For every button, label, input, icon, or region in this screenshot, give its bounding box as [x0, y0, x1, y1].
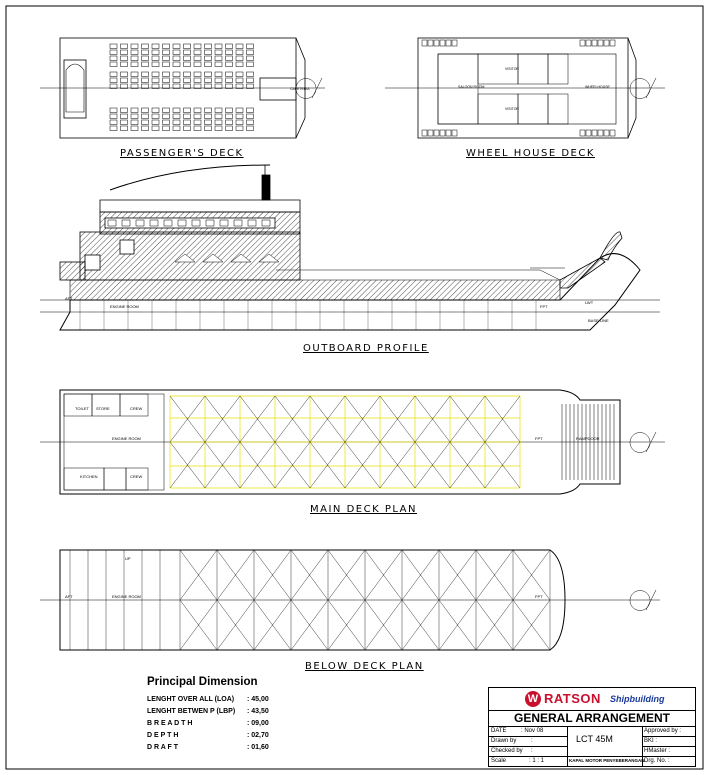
seat: [152, 50, 159, 55]
store-label: STORE: [96, 406, 110, 411]
dimension-label: D R A F T: [147, 744, 178, 751]
seat: [226, 126, 233, 131]
principal-dimension-title: Principal Dimension: [147, 676, 258, 688]
seat: [163, 114, 170, 119]
seat: [121, 120, 128, 125]
seat: [142, 62, 149, 67]
seat: [194, 114, 201, 119]
brand-subtitle: Shipbuilding: [610, 694, 665, 704]
seat: [194, 72, 201, 77]
bki-label: BKI :: [644, 738, 658, 744]
seat: [215, 108, 222, 113]
seat: [586, 40, 591, 46]
cafeteria-label: CAFETERIA: [290, 87, 310, 91]
seat: [236, 72, 243, 77]
seat: [247, 72, 254, 77]
seat: [163, 72, 170, 77]
seat: [152, 56, 159, 61]
seat: [440, 40, 445, 46]
seat: [152, 126, 159, 131]
profile-aft-label: AFT: [65, 296, 73, 301]
checked-by-value: :: [531, 748, 533, 754]
below-deck-plan-title: BELOW DECK PLAN: [305, 661, 424, 672]
seat: [580, 130, 585, 136]
dimension-label: B R E A D T H: [147, 720, 193, 727]
seat: [121, 114, 128, 119]
seat: [205, 114, 212, 119]
seat: [152, 78, 159, 83]
seat: [434, 130, 439, 136]
seat: [452, 130, 457, 136]
seat: [446, 40, 451, 46]
seat: [152, 108, 159, 113]
seat: [131, 126, 138, 131]
seat: [194, 120, 201, 125]
seat: [131, 78, 138, 83]
seat: [592, 130, 597, 136]
seat: [428, 40, 433, 46]
seat: [215, 120, 222, 125]
dimension-label: LENGHT OVER ALL (LOA): [147, 696, 235, 703]
dimension-row: [147, 720, 269, 727]
seat: [422, 40, 427, 46]
seat: [110, 126, 117, 131]
seat: [173, 120, 180, 125]
hmaster-label: HMaster :: [644, 748, 671, 754]
room: [64, 468, 104, 490]
seat: [194, 62, 201, 67]
seat: [247, 120, 254, 125]
seat: [604, 40, 609, 46]
window: [150, 220, 158, 226]
seat: [173, 44, 180, 49]
divider: [567, 726, 568, 766]
seat: [215, 50, 222, 55]
window: [192, 220, 200, 226]
seat: [142, 78, 149, 83]
drg-no-label: Drg. No. :: [644, 758, 670, 764]
window: [164, 220, 172, 226]
seat: [194, 56, 201, 61]
seat: [194, 50, 201, 55]
dimension-row: [147, 732, 269, 739]
room: [120, 394, 148, 416]
visitor-bottom-label: VISITOR: [505, 107, 519, 111]
seat: [121, 50, 128, 55]
main-fpt-label: FPT: [535, 436, 543, 441]
crew-bottom-label: CREW: [130, 474, 143, 479]
seat: [452, 40, 457, 46]
seat: [173, 126, 180, 131]
seat: [236, 56, 243, 61]
seat: [142, 50, 149, 55]
seat: [110, 50, 117, 55]
drawing-title: GENERAL ARRANGEMENT: [489, 710, 695, 727]
seat: [142, 56, 149, 61]
divider: [489, 736, 567, 737]
room: [548, 54, 568, 84]
seat: [173, 62, 180, 67]
seat: [142, 44, 149, 49]
seat: [422, 130, 427, 136]
seat: [194, 44, 201, 49]
seat: [236, 126, 243, 131]
seat: [173, 56, 180, 61]
seat: [131, 108, 138, 113]
divider: [489, 746, 567, 747]
seat: [592, 40, 597, 46]
seat: [226, 44, 233, 49]
seat: [110, 62, 117, 67]
seat: [184, 126, 191, 131]
date-value: : Nov 08: [521, 728, 544, 734]
window: [234, 220, 242, 226]
seat: [226, 114, 233, 119]
seat: [226, 108, 233, 113]
seat: [215, 114, 222, 119]
seat: [598, 130, 603, 136]
seat: [215, 62, 222, 67]
seat: [184, 78, 191, 83]
seat: [163, 120, 170, 125]
visitor-top-label: VISITOR: [505, 67, 519, 71]
seat: [247, 50, 254, 55]
passengers-deck-plan: [40, 38, 325, 138]
approved-by-label: Approved by :: [644, 728, 682, 734]
seat: [236, 44, 243, 49]
seat: [184, 72, 191, 77]
window: [220, 220, 228, 226]
seat: [184, 108, 191, 113]
seat: [205, 62, 212, 67]
passengers-deck-title: PASSENGER'S DECK: [120, 148, 244, 159]
seat: [247, 114, 254, 119]
dimension-row: [147, 708, 269, 715]
seat: [215, 78, 222, 83]
seat: [184, 120, 191, 125]
seat: [236, 62, 243, 67]
below-up-label: UP: [125, 556, 131, 561]
seat: [110, 44, 117, 49]
window: [248, 220, 256, 226]
seat: [194, 108, 201, 113]
seat: [121, 56, 128, 61]
seat: [131, 44, 138, 49]
seat: [184, 62, 191, 67]
seat: [428, 130, 433, 136]
dimension-value: : 01,60: [247, 744, 269, 751]
drawn-by-value: :: [531, 738, 533, 744]
seat: [110, 72, 117, 77]
seat: [205, 44, 212, 49]
seat: [446, 130, 451, 136]
seat: [121, 78, 128, 83]
seat: [226, 78, 233, 83]
title-block: [488, 687, 696, 767]
seat: [205, 56, 212, 61]
seat: [215, 72, 222, 77]
seat: [173, 72, 180, 77]
seat: [215, 44, 222, 49]
seat: [152, 72, 159, 77]
wheel-house-deck-title: WHEEL HOUSE DECK: [466, 148, 595, 159]
project-name: LCT 45M: [576, 734, 613, 744]
seat: [580, 40, 585, 46]
seat: [205, 126, 212, 131]
seat: [184, 56, 191, 61]
seat: [184, 44, 191, 49]
scale-label: Scale: [491, 758, 507, 764]
seat: [142, 108, 149, 113]
seat: [205, 50, 212, 55]
seat: [205, 72, 212, 77]
toilet-label: TOILET: [75, 406, 89, 411]
window: [178, 220, 186, 226]
seat: [586, 130, 591, 136]
seat: [131, 72, 138, 77]
seat: [194, 126, 201, 131]
room: [92, 394, 120, 416]
seat: [440, 130, 445, 136]
seat: [247, 44, 254, 49]
seat: [163, 126, 170, 131]
seat: [163, 56, 170, 61]
rampdoor-label: RAMPDOOR: [576, 436, 600, 441]
room: [518, 54, 548, 84]
seat: [173, 50, 180, 55]
seat: [110, 114, 117, 119]
dimension-row: [147, 744, 269, 751]
below-fpt-label: FPT: [535, 594, 543, 599]
below-aft-label: AFT: [65, 594, 73, 599]
seat: [163, 78, 170, 83]
window: [206, 220, 214, 226]
seat: [226, 72, 233, 77]
ratson-logo: W: [525, 691, 541, 707]
room: [548, 94, 568, 124]
seat: [163, 62, 170, 67]
seat: [131, 62, 138, 67]
seat: [131, 56, 138, 61]
seat: [142, 120, 149, 125]
seat: [236, 120, 243, 125]
seat: [131, 50, 138, 55]
seat: [226, 50, 233, 55]
seat: [236, 108, 243, 113]
seat: [110, 56, 117, 61]
seat: [163, 44, 170, 49]
seat: [247, 56, 254, 61]
seat: [247, 108, 254, 113]
seat: [121, 44, 128, 49]
seat: [215, 126, 222, 131]
crew-top-label: CREW: [130, 406, 143, 411]
kitchen-label: KITCHEN: [80, 474, 98, 479]
divider: [642, 746, 695, 747]
scale-value: : 1 : 1: [529, 758, 545, 764]
divider: [642, 736, 695, 737]
wheel-house-deck-plan: [385, 38, 665, 138]
seat: [121, 62, 128, 67]
brand-name: RATSON: [544, 691, 601, 706]
seat: [131, 114, 138, 119]
room: [518, 94, 548, 124]
seat: [163, 108, 170, 113]
room: [126, 468, 148, 490]
seat: [205, 78, 212, 83]
window: [262, 220, 270, 226]
below-engine-room-label: ENGINE ROOM: [112, 594, 141, 599]
seat: [434, 40, 439, 46]
dimension-label: LENGHT BETWEN P (LBP): [147, 708, 236, 715]
profile-engine-room-label: ENGINE ROOM: [110, 304, 139, 309]
seat: [152, 120, 159, 125]
wheelhouse-label: WHEELHOUSE: [585, 85, 610, 89]
main-engine-room-label: ENGINE ROOM: [112, 436, 141, 441]
seat: [236, 50, 243, 55]
brand-row: [489, 688, 695, 711]
divider: [489, 756, 695, 757]
seat: [194, 78, 201, 83]
seat: [205, 108, 212, 113]
profile-fpt-label: FPT: [540, 304, 548, 309]
seat: [205, 120, 212, 125]
profile-lwt-label: LWT: [585, 300, 594, 305]
seat: [247, 78, 254, 83]
seat: [173, 108, 180, 113]
dimension-value: : 45,00: [247, 696, 269, 703]
seat: [173, 114, 180, 119]
dimension-value: : 09,00: [247, 720, 269, 727]
profile-baseline-label: BASE LINE: [588, 318, 609, 323]
seat: [152, 44, 159, 49]
seat: [610, 40, 615, 46]
seat: [142, 126, 149, 131]
seat: [110, 120, 117, 125]
room: [104, 468, 126, 490]
drawn-by-label: Drawn by: [491, 738, 517, 744]
main-deck-plan-title: MAIN DECK PLAN: [310, 504, 417, 515]
window: [122, 220, 130, 226]
seat: [226, 56, 233, 61]
owner-name: KAPAL MOTOR PENYEBERANGAN: [569, 758, 645, 763]
seat: [236, 78, 243, 83]
room: [438, 54, 478, 124]
seat: [247, 126, 254, 131]
seat: [121, 72, 128, 77]
window: [108, 220, 116, 226]
seat: [598, 40, 603, 46]
seat: [236, 114, 243, 119]
room: [64, 394, 92, 416]
saloon-label: SALOON ROOM: [458, 85, 485, 89]
seat: [110, 108, 117, 113]
date-label: DATE: [491, 728, 507, 734]
seat: [173, 78, 180, 83]
seat: [142, 114, 149, 119]
dimension-label: D E P T H: [147, 732, 179, 739]
seat: [131, 120, 138, 125]
dimension-value: : 02,70: [247, 732, 269, 739]
seat: [152, 114, 159, 119]
seat: [142, 72, 149, 77]
seat: [121, 108, 128, 113]
seat: [184, 114, 191, 119]
seat: [215, 56, 222, 61]
dimension-value: : 43,50: [247, 708, 269, 715]
seat: [247, 62, 254, 67]
seat: [121, 126, 128, 131]
window: [136, 220, 144, 226]
seat: [226, 62, 233, 67]
seat: [184, 50, 191, 55]
seat: [110, 78, 117, 83]
seat: [163, 50, 170, 55]
seat: [610, 130, 615, 136]
seat: [152, 62, 159, 67]
checked-by-label: Checked by: [491, 748, 523, 754]
seat: [604, 130, 609, 136]
outboard-profile-title: OUTBOARD PROFILE: [303, 343, 429, 354]
seat: [226, 120, 233, 125]
below-deck-plan: [40, 550, 660, 650]
dimension-row: [147, 696, 269, 703]
